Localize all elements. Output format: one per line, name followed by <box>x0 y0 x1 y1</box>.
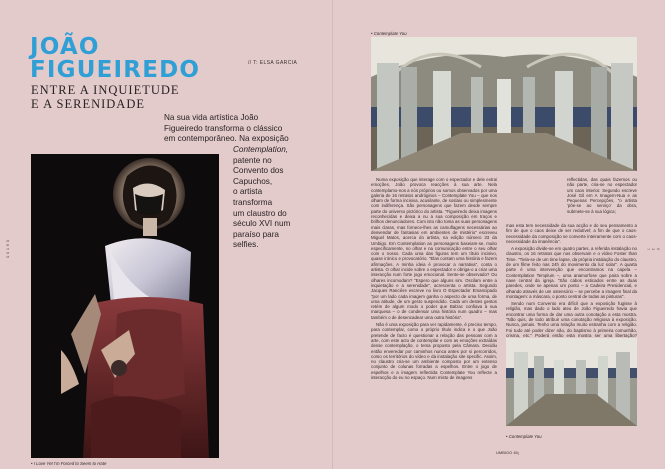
body-paragraph: mas esta tem necessidade da sua acção e do seu pensamento a fim de que o caos deixe de ser redutível; a fim de que o caos-necessidade da composição se converte inteiramente com o caos-necessidade da imanência". <box>506 223 637 244</box>
intro-line: Na sua vida artística João <box>164 113 259 122</box>
article-title <box>30 36 230 82</box>
intro-exhibition-name: Contemplation, <box>233 145 289 154</box>
article-subtitle <box>31 83 221 111</box>
body-column-1 <box>371 177 497 382</box>
artwork-portrait-image <box>31 154 219 458</box>
body-paragraph: Não é uma exposição para ver rapidamente, é preciso tempo, para contemplar, como o próprio título indica e o que João pretende de facto é questionar a relação das pessoas com a arte, com este acto de contemplar e com as emoções extraídas desse contemplação, o tema proposto pela Câmara. Decidiu então enveredar por caminhos nunca antes por si percorridos, como os territórios do vídeo e da instalação site specific. Assim, no claustro cria-se um ambiente composto por um extenso conjunto de colunas forradas a espelhos. Entre o jogo de espelhos e a imagem reflectida Contemplate You reflecte a interacção do eu no espaço. Num misto de imagens <box>371 322 497 380</box>
mirror-installation-photo <box>506 338 637 426</box>
cloister-illustration <box>371 37 637 171</box>
body-column-2 <box>506 223 637 346</box>
intro-paragraph-narrow <box>233 145 319 251</box>
body-paragraph: Numa exposição que interage com o espectador e dele extrai emoções, João provoca reacções à sua arte. Nela contemplamo-nos a nós próprios ou somos observados por uma galeria de 16 retratos andróginos – Contemplate You – que nos olham de forma incisiva, acusilante, de soslaio ou simplesmente com indiferença. São personagens que fazem desde sempre parte do universo pictórico do artista. "Figueiredo deixa imagens reconhecidas e deixa a nu a sua composição em traços e brilhos denunciadores. Com isto não toma as suas personagens mais claras, mas fornece-lhes as camuflagens necessárias ao desvendar de fantasias em ambientes de mistério" escreveu Miguel Matos, acerca do artista, na edição número 33 da Umbigo. Em Contemplation as personagens baseiam-se, muito especificamente, no olhar e na comunicação entre o seu olhar com o nosso. Cada uma das figuras tem um título incisivo, quase irónico e provocatório. "Elas contam uma história e fazem afirmações. A minha ideia é provocar a narrativa", conta o artista. O olhar incide sobre o espectador e obriga-o a criar uma interacção num forte jogo emocional. Sente-se observado? Ou olhares incomodam? "Espero que alguns sim. Oscilam entre a inquietação e a serenidade", acrescenta o artista. Segundo Jacques Rancière escreve no livro O Espectador Emancipado "por um lado cada imagem ganha o aspecto de uma forma, de uma atitude, de um gesto suspendido. Cada um destes gestos retém de algum modo o poder que Balzac confiava à sua marquesa – o de condensar uma história num quadro – mas também o de desencadear uma outra história". <box>371 177 497 320</box>
bottom-photo-caption: • Contemplate You <box>506 434 542 439</box>
intro-line: um claustro do <box>233 208 287 218</box>
artwork-caption: • I Love Yet I'm Forced to Seem to Hate <box>31 461 107 466</box>
body-paragraph: A exposição divide-se em quatro partes, a referida instalação no claustro, os 16 retratos que nos observam e o vídeo Foster than Time. "Tiela-se de um time lapse, da própria instalação do claustro, de um filme feito nas 24h do movimento da luz solar". A quarta parte é uma intervenção que encontramos na capela – Contemplation Templum –, uma anamorfose que paira sobre a nave central da igreja. "São cabos esticados entre as duas paredes, onde se apenas um ponto – a Cadeira Presidencial, e olhando através de um ostensório – se percebe a imagem final da montagem: a máscara, o ponto central de todas as pinturas". <box>506 246 637 299</box>
subtitle-line-1: ENTRE A INQUIETUDE <box>31 83 180 97</box>
intro-line: século XVI num <box>233 219 291 229</box>
photo-spacer <box>506 119 564 177</box>
top-photo-caption: • Contemplate You <box>371 31 407 36</box>
body-column-2-top <box>567 177 637 216</box>
right-page-side-number: 0 1 7 <box>646 248 661 251</box>
intro-paragraph-wide <box>164 113 314 145</box>
intro-line: paraíso para <box>233 229 279 239</box>
left-page-side-number: 0 0 1 6 0 <box>5 239 10 258</box>
intro-line: Figueiredo transforma o clássico <box>164 123 283 133</box>
title-line-1: JOÃO <box>30 34 100 60</box>
page-folio: UMBIGO 45₂ <box>496 450 520 455</box>
cloister-mirror-columns-photo <box>371 37 637 171</box>
title-line-2: FIGUEIREDO <box>30 57 201 83</box>
intro-line: transforma <box>233 197 273 207</box>
body-paragraph: reflectidas, das quais fazemos ou não parte, cria-se no espectador um caos interior. Segundo escreve José Gil em A Imagem-Nua e as Pequenas Percepções, "o artista 'põe-se ao serviço' da obra, submete-se à sua lógica; <box>567 177 637 214</box>
mirror-installation-illustration <box>506 338 637 426</box>
author-byline: // T: ELSA GARCIA <box>248 60 298 66</box>
intro-line: Capuchos, <box>233 176 273 186</box>
page-fold <box>332 0 333 469</box>
intro-line: patente no <box>233 155 272 165</box>
intro-line: Convento dos <box>233 166 284 176</box>
masked-figure-illustration <box>31 154 219 458</box>
body-paragraph: Sendo num Convento era difícil que a exposição fugisse à religião, mas dado o lado ateu de João Figueiredo havia que encontrar uma forma de dar uma outra conotação a esta mostra. "Não quis, de todo atribuir uma conotação religiosa à exposição. Nunca, jamais. Tenho uma relação muito estranha com a religião. Foi tudo até poder dizer não, do baptismo à primeira comunhão, crisma, etc." Poderá então esta mostra ser uma libertação? <box>506 301 637 338</box>
intro-line: selfies. <box>233 240 259 250</box>
intro-line: em contemporâneo. Na exposição <box>164 134 289 144</box>
intro-line: o artista <box>233 187 263 197</box>
subtitle-line-2: E A SERENIDADE <box>31 97 145 111</box>
